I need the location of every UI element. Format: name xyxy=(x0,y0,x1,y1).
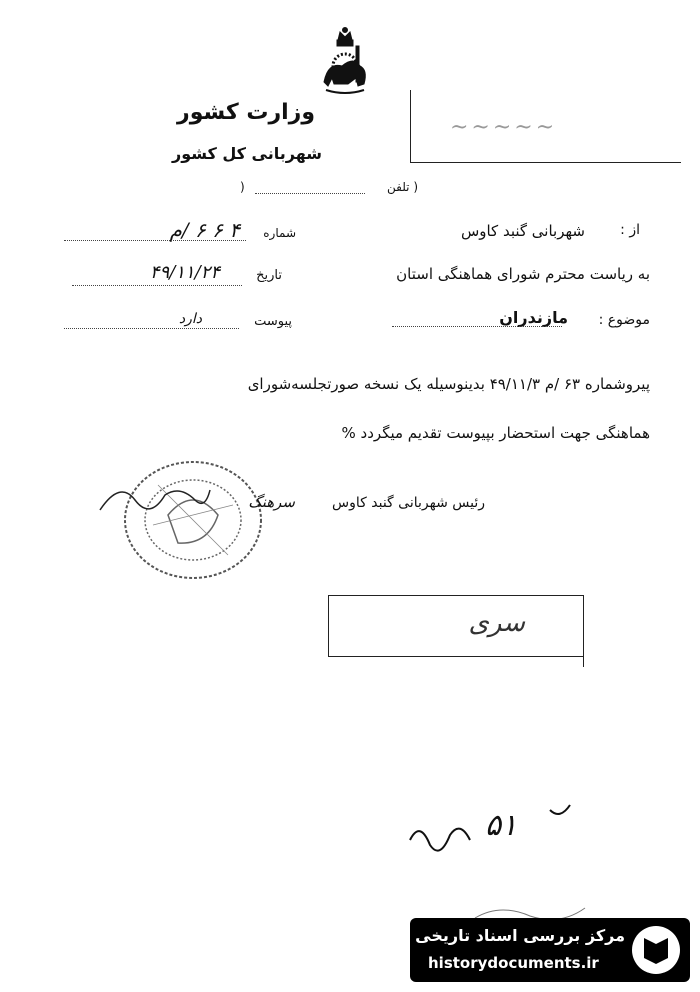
ministry-title: وزارت کشور xyxy=(177,100,315,125)
phone-dotted-line xyxy=(255,193,365,194)
handwritten-note: ۵۱ xyxy=(485,808,518,843)
from-label: از : xyxy=(620,222,640,238)
phone-label: ( تلفن xyxy=(386,180,418,194)
department-title: شهربانی کل کشور xyxy=(171,144,322,163)
handwritten-scribble xyxy=(400,800,580,880)
number-value: ۴ ۶ ۶ /م xyxy=(169,218,240,242)
subject-label: موضوع : xyxy=(598,312,650,328)
number-label: شماره xyxy=(263,226,296,240)
subject-value: مازندران xyxy=(499,308,568,327)
to-value: به ریاست محترم شورای هماهنگی استان xyxy=(396,265,650,283)
date-dotted-line xyxy=(72,285,242,286)
classification-box xyxy=(328,595,584,657)
classification-text: سری xyxy=(468,608,525,638)
attachment-value: دارد xyxy=(178,311,202,327)
classification-box-edge xyxy=(583,595,584,667)
lion-and-sun-emblem-icon xyxy=(318,26,372,98)
attachment-label: پیوست xyxy=(254,314,292,329)
date-value: ۴۹/۱۱/۲۴ xyxy=(149,262,220,283)
watermark-url: historydocuments.ir xyxy=(428,954,599,972)
attachment-dotted-line xyxy=(64,328,239,329)
redacted-scribble: ~~~~~ xyxy=(450,115,558,140)
number-dotted-line xyxy=(64,240,246,241)
book-logo-icon xyxy=(630,924,682,976)
signatory-title: رئیس شهربانی گنبد کاوس xyxy=(332,495,485,511)
phone-close: ) xyxy=(240,180,245,194)
signature-scribble xyxy=(95,470,215,530)
subject-dotted-line xyxy=(392,326,562,327)
signatory-rank: سرهنگ xyxy=(248,493,295,511)
date-label: تاریخ xyxy=(256,268,282,283)
from-value: شهربانی گنبد کاوس xyxy=(460,222,585,240)
body-line-2: هماهنگی جهت استحضار بپیوست تقدیم میگردد % xyxy=(341,424,650,442)
watermark-name: مرکز بررسی اسناد تاریخی xyxy=(415,926,625,945)
body-line-1: پیروشماره ۶۳ /م ۴۹/۱۱/۳ بدینوسیله یک نسخه صورتجلسه‌شورای xyxy=(247,375,650,393)
